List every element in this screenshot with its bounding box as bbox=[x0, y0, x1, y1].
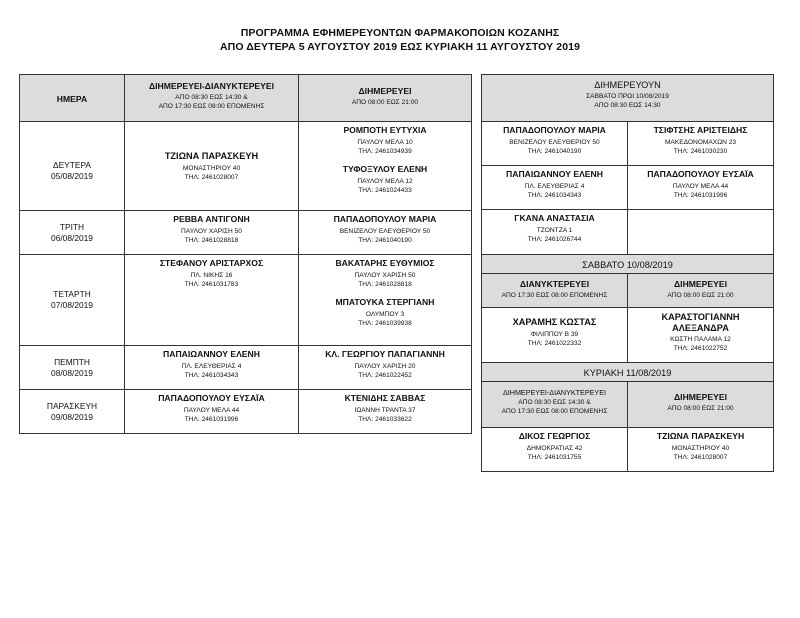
day-cell: ΔΕΥΤΕΡΑ 05/08/2019 bbox=[20, 122, 125, 211]
saturday-night-header: ΔΙΑΝΥΚΤΕΡΕΥΕΙ ΑΠΟ 17:30 ΕΩΣ 08:00 ΕΠΟΜΕΝΗΣ bbox=[482, 274, 628, 308]
header-day: ΗΜΕΡΑ bbox=[20, 75, 125, 122]
sunday-night-header: ΔΙΗΜΕΡΕΥΕΙ-ΔΙΑΝΥΚΤΕΡΕΥΕΙ ΑΠΟ 08:30 ΕΩΣ 14:30 & ΑΠΟ 17:30 ΕΩΣ 08:00 ΕΠΟΜΕΝΗΣ bbox=[482, 382, 628, 428]
day-pharmacies: ΡΟΜΠΟΤΗ ΕΥΤΥΧΙΑ ΠΑΥΛΟΥ ΜΕΛΑ 10 ΤΗΛ: 2461034939 ΤΥΦΟΞΥΛΟΥ ΕΛΕΝΗ ΠΑΥΛΟΥ ΜΕΛΑ 12 ΤΗΛ: 2461024433 bbox=[299, 122, 472, 211]
document-title: ΠΡΟΓΡΑΜΜΑ ΕΦΗΜΕΡΕΥΟΝΤΩΝ ΦΑΡΜΑΚΟΠΟΙΩΝ ΚΟΖΑΝΗΣ bbox=[240, 27, 560, 39]
sunday-day-pharmacy: ΤΖΙΩΝΑ ΠΑΡΑΣΚΕΥΗ ΜΟΝΑΣΤΗΡΙΟΥ 40 ΤΗΛ: 2461028007 bbox=[628, 428, 774, 472]
sat-morning-row-2 bbox=[482, 166, 774, 210]
row-tuesday bbox=[20, 211, 472, 255]
saturday-title: ΣΑΒΒΑΤΟ 10/08/2019 bbox=[482, 255, 774, 274]
day-pharmacies: ΒΑΚΑΤΑΡΗΣ ΕΥΘΥΜΙΟΣ ΠΑΥΛΟΥ ΧΑΡΙΣΗ 50 ΤΗΛ: 2461028818 ΜΠΑΤΟΥΚΑ ΣΤΕΡΓΙΑΝΗ ΟΛΥΜΠΟΥ 3 ΤΗΛ: 2461039938 bbox=[299, 255, 472, 346]
sunday-pharmacy-row bbox=[482, 428, 774, 472]
sunday-title: ΚΥΡΙΑΚΗ 11/08/2019 bbox=[482, 363, 774, 382]
sat-morning-row-1 bbox=[482, 122, 774, 166]
saturday-header-row bbox=[482, 274, 774, 308]
pharmacy-cell: ΤΣΙΦΤΣΗΣ ΑΡΙΣΤΕΙΔΗΣ ΜΑΚΕΔΟΝΟΜΑΧΩΝ 23 ΤΗΛ: 2461030230 bbox=[628, 122, 774, 166]
pharmacy-cell: ΠΑΠΑΙΩΑΝΝΟΥ ΕΛΕΝΗ ΠΛ. ΕΛΕΥΘΕΡΙΑΣ 4 ΤΗΛ: 2461034343 bbox=[482, 166, 628, 210]
night-pharmacy: ΤΖΙΩΝΑ ΠΑΡΑΣΚΕΥΗ ΜΟΝΑΣΤΗΡΙΟΥ 40 ΤΗΛ: 2461028007 bbox=[125, 122, 299, 211]
sunday-day-header: ΔΙΗΜΕΡΕΥΕΙ ΑΠΟ 08:00 ΕΩΣ 21:00 bbox=[628, 382, 774, 428]
header-day-col: ΔΙΗΜΕΡΕΥΕΙ ΑΠΟ 08:00 ΕΩΣ 21:00 bbox=[299, 75, 472, 122]
weekend-schedule-table bbox=[481, 74, 774, 472]
document-subtitle: ΑΠΟ ΔΕΥΤΕΡΑ 5 ΑΥΓΟΥΣΤΟΥ 2019 ΕΩΣ ΚΥΡΙΑΚΗ 11 ΑΥΓΟΥΣΤΟΥ 2019 bbox=[219, 41, 581, 53]
header-night-col: ΔΙΗΜΕΡΕΥΕΙ-ΔΙΑΝΥΚΤΕΡΕΥΕΙ ΑΠΟ 08:30 ΕΩΣ 14:30 & ΑΠΟ 17:30 ΕΩΣ 08:00 ΕΠΟΜΕΝΗΣ bbox=[125, 75, 299, 122]
row-wednesday bbox=[20, 255, 472, 346]
empty-cell bbox=[628, 210, 774, 255]
row-thursday bbox=[20, 346, 472, 390]
day-cell: ΠΑΡΑΣΚΕΥΗ 09/08/2019 bbox=[20, 390, 125, 434]
sunday-night-pharmacy: ΔΙΚΟΣ ΓΕΩΡΓΙΟΣ ΔΗΜΟΚΡΑΤΙΑΣ 42 ΤΗΛ: 2461031755 bbox=[482, 428, 628, 472]
saturday-title-row bbox=[482, 255, 774, 274]
row-monday bbox=[20, 122, 472, 211]
header-row bbox=[20, 75, 472, 122]
pharmacy-cell: ΓΚΑΝΑ ΑΝΑΣΤΑΣΙΑ ΤΖΟΝΤΖΑ 1 ΤΗΛ: 2461026744 bbox=[482, 210, 628, 255]
day-cell: ΠΕΜΠΤΗ 08/08/2019 bbox=[20, 346, 125, 390]
sat-morning-header bbox=[482, 75, 774, 122]
night-pharmacy: ΣΤΕΦΑΝΟΥ ΑΡΙΣΤΑΡΧΟΣ ΠΛ. ΝΙΚΗΣ 16 ΤΗΛ: 2461031783 bbox=[125, 255, 299, 346]
day-pharmacy: ΚΤΕΝΙΔΗΣ ΣΑΒΒΑΣ ΙΩΑΝΝΗ ΤΡΑΝΤΑ 37 ΤΗΛ: 2461033622 bbox=[299, 390, 472, 434]
sat-morning-header-cell: ΔΙΗΜΕΡΕΥΟΥΝ ΣΑΒΒΑΤΟ ΠΡΩΙ 10/08/2019 ΑΠΟ 08:30 ΕΩΣ 14:30 bbox=[482, 75, 774, 122]
night-pharmacy: ΡΕΒΒΑ ΑΝΤΙΓΟΝΗ ΠΑΥΛΟΥ ΧΑΡΙΣΗ 50 ΤΗΛ: 2461028818 bbox=[125, 211, 299, 255]
saturday-day-pharmacy: ΚΑΡΑΣΤΟΓΙΑΝΝΗ ΑΛΕΞΑΝΔΡΑ ΚΩΣΤΗ ΠΑΛΑΜΑ 12 ΤΗΛ: 2461022752 bbox=[628, 308, 774, 363]
pharmacy-cell: ΠΑΠΑΔΟΠΟΥΛΟΥ ΕΥΣΑΪΑ ΠΑΥΛΟΥ ΜΕΛΑ 44 ΤΗΛ: 2461031996 bbox=[628, 166, 774, 210]
night-pharmacy: ΠΑΠΑΙΩΑΝΝΟΥ ΕΛΕΝΗ ΠΛ. ΕΛΕΥΘΕΡΙΑΣ 4 ΤΗΛ: 2461034343 bbox=[125, 346, 299, 390]
pharmacy-cell: ΠΑΠΑΔΟΠΟΥΛΟΥ ΜΑΡΙΑ ΒΕΝΙΖΕΛΟΥ ΕΛΕΥΘΕΡΙΟΥ 50 ΤΗΛ: 2461040190 bbox=[482, 122, 628, 166]
sunday-header-row bbox=[482, 382, 774, 428]
night-pharmacy: ΠΑΠΑΔΟΠΟΥΛΟΥ ΕΥΣΑΪΑ ΠΑΥΛΟΥ ΜΕΛΑ 44 ΤΗΛ: 2461031996 bbox=[125, 390, 299, 434]
row-friday bbox=[20, 390, 472, 434]
saturday-day-header: ΔΙΗΜΕΡΕΥΕΙ ΑΠΟ 08:00 ΕΩΣ 21:00 bbox=[628, 274, 774, 308]
sunday-title-row bbox=[482, 363, 774, 382]
saturday-pharmacy-row bbox=[482, 308, 774, 363]
day-pharmacy: ΚΛ. ΓΕΩΡΓΙΟΥ ΠΑΠΑΓΙΑΝΝΗ ΠΑΥΛΟΥ ΧΑΡΙΣΗ 20 ΤΗΛ: 2461022452 bbox=[299, 346, 472, 390]
weekday-schedule-table bbox=[19, 74, 472, 434]
day-cell: ΤΡΙΤΗ 06/08/2019 bbox=[20, 211, 125, 255]
sat-morning-row-3 bbox=[482, 210, 774, 255]
day-cell: ΤΕΤΑΡΤΗ 07/08/2019 bbox=[20, 255, 125, 346]
day-pharmacy: ΠΑΠΑΔΟΠΟΥΛΟΥ ΜΑΡΙΑ ΒΕΝΙΖΕΛΟΥ ΕΛΕΥΘΕΡΙΟΥ 50 ΤΗΛ: 2461040190 bbox=[299, 211, 472, 255]
saturday-night-pharmacy: ΧΑΡΑΜΗΣ ΚΩΣΤΑΣ ΦΙΛΙΠΠΟΥ Β 39 ΤΗΛ: 2461022332 bbox=[482, 308, 628, 363]
